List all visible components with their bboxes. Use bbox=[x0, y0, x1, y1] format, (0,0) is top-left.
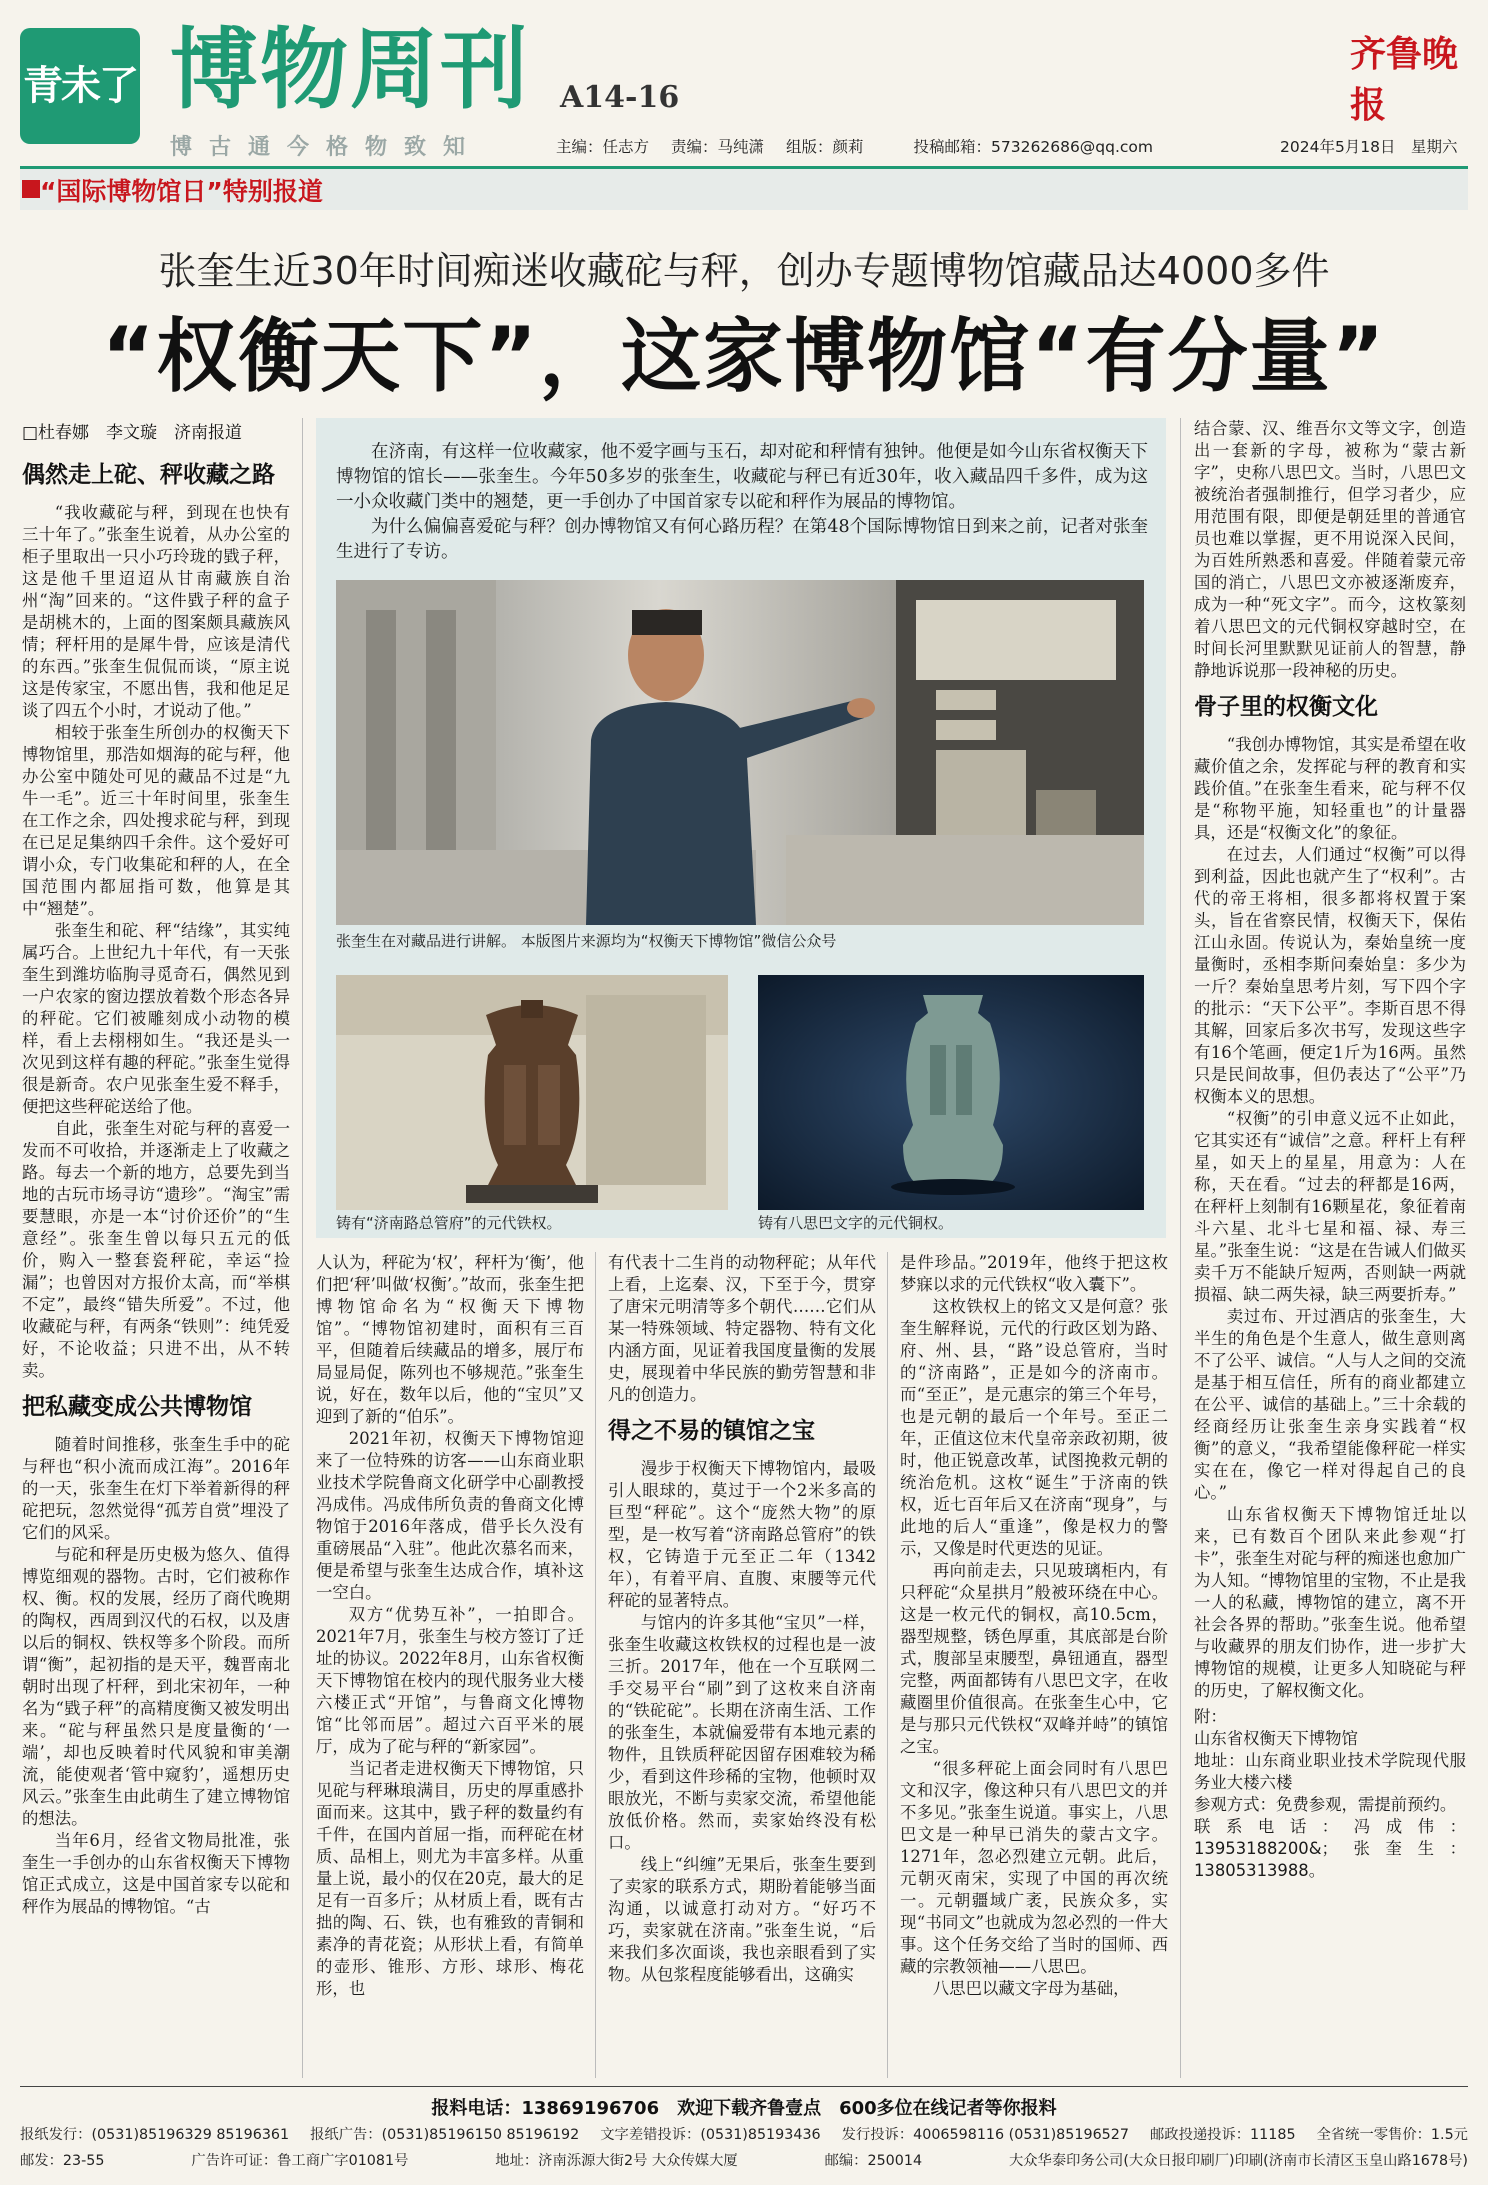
footer-item: 广告许可证：鲁工商广字01081号 bbox=[191, 2153, 409, 2169]
editor-credits bbox=[556, 135, 1153, 157]
column-5 bbox=[1194, 418, 1466, 2070]
paragraph: 张奎生和砣、秤“结缘”，其实纯属巧合。上世纪九十年代，有一天张奎生到潍坊临朐寻觅奇石，偶然见到一户农家的窗边摆放着数个形态各异的秤砣。它们被雕刻成小动物的模样，看上去栩栩如生。“我还是头一次见到这样有趣的秤砣。”张奎生觉得很是新奇。农户见张奎生爱不释手，便把这些秤砣送给了他。 bbox=[22, 921, 290, 1116]
footer-item: 报纸发行：(0531)85196329 85196361 bbox=[20, 2127, 290, 2143]
paragraph: 卖过布、开过酒店的张奎生，大半生的角色是个生意人，做生意则离不了公平、诚信。“人与人之间的交流是基于相互信任，所有的商业都建立在公平、诚信的基础上。”三十余载的经商经历让张奎生亲身实践着“权衡”的意义，“我希望能像秤砣一样实实在在，像它一样对得起自己的良心。” bbox=[1194, 1307, 1466, 1502]
column-4 bbox=[900, 1252, 1168, 2070]
banner-square-icon bbox=[22, 180, 40, 198]
photo-caption: 张奎生在对藏品进行讲解。 本版图片来源均为“权衡天下博物馆”微信公众号 bbox=[336, 932, 837, 950]
info-label: 附： bbox=[1194, 1707, 1227, 1726]
kicker: 张奎生近30年时间痴迷收藏砣与秤，创办专题博物馆藏品达4000多件 bbox=[158, 249, 1330, 293]
page-number: A14-16 bbox=[560, 80, 680, 115]
paragraph: 在过去，人们通过“权衡”可以得到利益，因此也就产生了“权利”。古代的帝王将相，很多都将权置于案头，旨在省察民情，权衡天下，保佑江山永固。传说认为，秦始皇统一度量衡时，丞相李斯问秦始皇：多少为一斤？秦始皇思考片刻，写下四个字的批示：“天下公平”。李斯百思不得其解，回家后多次书写，发现这些字有16个笔画，便定1斤为16两。虽然只是民间故事，但仍表达了“公平”乃权衡本义的思想。 bbox=[1194, 845, 1466, 1106]
column-3 bbox=[608, 1252, 876, 2070]
paragraph: “很多秤砣上面会同时有八思巴文和汉字，像这种只有八思巴文的并不多见。”张奎生说道。事实上，八思巴文是一种早已消失的蒙古文字。1271年，忽必烈建立元朝。此后，元朝灭南宋，实现了中国的再次统一。元朝疆域广袤，民族众多，实现“书同文”也就成为忽必烈的一件大事。这个任务交给了当时的国师、西藏的宗教领袖——八思巴。 bbox=[900, 1759, 1168, 1976]
paragraph: “我收藏砣与秤，到现在也快有三十年了。”张奎生说着，从办公室的柜子里取出一只小巧玲珑的戥子秤，这是他千里迢迢从甘南藏族自治州“淘”回来的。“这件戥子秤的盒子是胡桃木的，上面的图案颇具藏族风情；秤杆用的是犀牛骨，应该是清代的东西。”张奎生侃侃而谈，“原主说这是传家宝，不愿出售，我和他足足谈了四五个小时，才说动了他。” bbox=[22, 503, 290, 720]
column-rule bbox=[302, 418, 303, 2078]
paragraph: 随着时间推移，张奎生手中的砣与秤也“积小流而成江海”。2016年的一天，张奎生在灯下举着新得的秤砣把玩，忽然觉得“孤芳自赏”埋没了它们的风采。 bbox=[22, 1435, 290, 1542]
paragraph: 八思巴以藏文字母为基础， bbox=[932, 1979, 1130, 1998]
paragraph: 自此，张奎生对砣与秤的喜爱一发而不可收拾，并逐渐走上了收藏之路。每去一个新的地方，总要先到当地的古玩市场寻访“遗珍”。“淘宝”需要慧眼，亦是一本“讨价还价”的“生意经”。张奎生曾以每只五元的低价，购入一整套瓷秤砣，幸运“捡漏”；也曾因对方报价太高，而“举棋不定”，最终“错失所爱”。不过，他收藏砣与秤，有两条“铁则”：纯凭爱好，不论收益；只进不出，从不转卖。 bbox=[22, 1119, 290, 1380]
lead-text bbox=[336, 440, 1148, 565]
submission-email: 投稿邮箱：573262686@qq.com bbox=[913, 138, 1154, 156]
paragraph: 与砣和秤是历史极为悠久、值得博览细观的器物。古时，它们被称作权、衡。权的发展，经历了商代晚期的陶权，西周到汉代的石权，以及唐以后的铜权、铁权等多个阶段。而所谓“衡”，起初指的是天平，魏晋南北朝时出现了杆秤，到北宋初年，一种名为“戥子秤”的高精度衡又被发明出来。“砣与秤虽然只是度量衡的‘一端’，却也反映着时代风貌和审美潮流，能使观者‘管中窥豹’，遥想历史风云。”张奎生由此萌生了建立博物馆的想法。 bbox=[22, 1545, 290, 1828]
motto: 博古通今格物致知 bbox=[170, 135, 483, 160]
lead-paragraph: 在济南，有这样一位收藏家，他不爱字画与玉石，却对砣和秤情有独钟。他便是如今山东省权衡天下博物馆的馆长——张奎生。今年50多岁的张奎生，收藏砣与秤已有近30年，收入藏品四千多件，成为这一小众收藏门类中的翘楚，更一手创办了中国首家专以砣和秤作为展品的博物馆。 bbox=[336, 442, 1148, 512]
column-rule bbox=[887, 1252, 888, 2078]
footer-hotline: 报料电话：13869196706 欢迎下载齐鲁壹点 600多位在线记者等你报料 bbox=[431, 2098, 1057, 2119]
footer-item: 邮政投递投诉：11185 bbox=[1149, 2127, 1296, 2143]
footer-item: 大众华泰印务公司(大众日报印刷厂)印刷(济南市长清区玉皇山路1678号) bbox=[1008, 2153, 1468, 2169]
subhead: 得之不易的镇馆之宝 bbox=[608, 1418, 815, 1444]
column-rule bbox=[595, 1252, 596, 2078]
footer-item: 邮编：250014 bbox=[824, 2153, 923, 2169]
headline: “权衡天下”，这家博物馆“有分量” bbox=[101, 310, 1387, 403]
responsible-editor: 责编：马纯潇 bbox=[671, 138, 765, 156]
photo-caption: 铸有“济南路总管府”的元代铁权。 bbox=[336, 1214, 562, 1232]
issue-date: 2024年5月18日 星期六 bbox=[1280, 138, 1458, 156]
footer-line-3 bbox=[20, 2150, 1468, 2170]
paragraph: 再向前走去，只见玻璃柜内，有只秤砣“众星拱月”般被环绕在中心。这是一枚元代的铜权，高10.5cm，器型规整，锈色厚重，其底部是台阶式，腹部呈束腰型，鼻钮通直，器型完整，两面都铸有八思巴文字，在收藏圈里价值很高。在张奎生心中，它是与那只元代铁权“双峰并峙”的镇馆之宝。 bbox=[900, 1561, 1168, 1756]
paragraph: 这枚铁权上的铭文又是何意？张奎生解释说，元代的行政区划为路、府、州、县，“路”设总管府，当时的“济南路”，正是如今的济南市。而“至正”，是元惠宗的第三个年号，也是元朝的最后一个年号。至正二年，正值这位末代皇帝亲政初期，彼时，他正锐意改革，试图挽救元朝的统治危机。这枚“诞生”于济南的铁权，近七百年后又在济南“现身”，与此地的后人“重逢”，像是权力的警示，又像是时代更迭的见证。 bbox=[900, 1297, 1168, 1558]
newspaper-brand: 齐鲁晚报 bbox=[1350, 33, 1459, 126]
byline: □杜春娜 李文璇 济南报道 bbox=[22, 423, 243, 443]
layout-editor: 组版：颜莉 bbox=[786, 138, 864, 156]
paragraph: 漫步于权衡天下博物馆内，最吸引人眼球的，莫过于一个2米多高的巨型“秤砣”。这个“庞然大物”的原型，是一枚写着“济南路总管府”的铁权，它铸造于元至正二年（1342年），有着平肩、直腹、束腰等元代秤砣的显著特点。 bbox=[608, 1459, 876, 1610]
footer-item: 全省统一零售价：1.5元 bbox=[1316, 2127, 1468, 2143]
footer-item: 地址：济南泺源大街2号 大众传媒大厦 bbox=[495, 2153, 738, 2169]
photo-bronze-weight bbox=[758, 975, 1144, 1210]
footer-line-2 bbox=[20, 2124, 1468, 2144]
column-2 bbox=[316, 1252, 584, 2070]
paragraph: 线上“纠缠”无果后，张奎生要到了卖家的联系方式，期盼着能够当面沟通，以诚意打动对方。“好巧不巧，卖家就在济南。”张奎生说，“后来我们多次面谈，我也亲眼看到了实物。从包浆程度能够看出，这确实 bbox=[608, 1855, 876, 1984]
paragraph: 相较于张奎生所创办的权衡天下博物馆里，那浩如烟海的砣与秤，他办公室中随处可见的藏品不过是“九牛一毛”。近三十年时间里，张奎生在工作之余，四处搜求砣与秤，到现在已足足集纳四千余件。这个爱好可谓小众，专门收集砣和秤的人，在全国范围内都屈指可数，他算是其中“翘楚”。 bbox=[22, 723, 290, 918]
info-line: 地址：山东商业职业技术学院现代服务业大楼六楼 bbox=[1194, 1751, 1466, 1792]
subhead: 骨子里的权衡文化 bbox=[1194, 694, 1378, 720]
photo-iron-weight bbox=[336, 975, 728, 1210]
logo: 青未了 bbox=[20, 28, 140, 144]
footer-item: 邮发：23-55 bbox=[20, 2153, 105, 2169]
info-line: 联系电话：冯成伟：13953188200&；张奎生：13805313988。 bbox=[1194, 1817, 1466, 1880]
paragraph: 与馆内的许多其他“宝贝”一样，张奎生收藏这枚铁权的过程也是一波三折。2017年，他在一个互联网二手交易平台“刷”到了这枚来自济南的“铁砣砣”。长期在济南生活、工作的张奎生，本就偏爱带有本地元素的物件，且铁质秤砣因留存困难较为稀少，看到这件珍稀的宝物，他顿时双眼放光，不断与卖家交流，希望他能放低价格。然而，卖家始终没有松口。 bbox=[608, 1613, 876, 1852]
subhead: 偶然走上砣、秤收藏之路 bbox=[22, 462, 275, 488]
editor: 主编：任志方 bbox=[556, 138, 650, 156]
footer-item: 发行投诉：4006598116 (0531)85196527 bbox=[841, 2127, 1129, 2143]
paragraph: 有代表十二生肖的动物秤砣；从年代上看，上迄秦、汉，下至于今，贯穿了唐宋元明清等多个朝代……它们从某一特殊领域、特定器物、特有文化内涵方面，见证着我国度量衡的发展史，展现着中华民族的勤劳智慧和非凡的创造力。 bbox=[608, 1253, 876, 1404]
paragraph: 人认为，秤砣为‘权’，秤杆为‘衡’，他们把‘秤’叫做‘权衡’。”故而，张奎生把博物馆命名为“权衡天下博物馆”。“博物馆初建时，面积有三百平，但随着后续藏品的增多，展厅布局显局促，陈列也不够规范。”张奎生说，好在，数年以后，他的“宝贝”又迎到了新的“伯乐”。 bbox=[316, 1253, 584, 1426]
subhead: 把私藏变成公共博物馆 bbox=[22, 1394, 252, 1420]
paragraph: 2021年初，权衡天下博物馆迎来了一位特殊的访客——山东商业职业技术学院鲁商文化研学中心副教授冯成伟。冯成伟所负责的鲁商文化博物馆于2016年落成，借乎长久没有重磅展品“入驻”。他此次慕名而来，便是希望与张奎生达成合作，填补这一空白。 bbox=[316, 1429, 584, 1602]
paragraph: “我创办博物馆，其实是希望在收藏价值之余，发挥砣与秤的教育和实践价值。”在张奎生看来，砣与秤不仅是“称物平施，知轻重也”的计量器具，还是“权衡文化”的象征。 bbox=[1194, 735, 1466, 842]
section-title: 博物周刊 bbox=[170, 18, 531, 121]
lead-paragraph: 为什么偏偏喜爱砣与秤？创办博物馆又有何心路历程？在第48个国际博物馆日到来之前，记者对张奎生进行了专访。 bbox=[336, 517, 1148, 562]
paragraph: 当年6月，经省文物局批准，张奎生一手创办的山东省权衡天下博物馆正式成立，这是中国首家专以砣和秤作为展品的博物馆。“古 bbox=[22, 1831, 290, 1916]
paragraph: 双方“优势互补”，一拍即合。2021年7月，张奎生与校方签订了迁址的协议。2022年8月，山东省权衡天下博物馆在校内的现代服务业大楼六楼正式“开馆”，与鲁商文化博物馆“比邻而居”。超过六百平米的展厅，成为了砣与秤的“新家园”。 bbox=[316, 1605, 584, 1756]
photo-curator bbox=[336, 580, 1144, 925]
footer-item: 报纸广告：(0531)85196150 85196192 bbox=[310, 2127, 580, 2143]
photo-caption: 铸有八思巴文字的元代铜权。 bbox=[758, 1214, 954, 1232]
info-line: 参观方式：免费参观，需提前预约。 bbox=[1194, 1795, 1457, 1814]
footer-rule bbox=[20, 2086, 1468, 2087]
banner-text: “国际博物馆日”特别报道 bbox=[40, 177, 323, 206]
info-line: 山东省权衡天下博物馆 bbox=[1194, 1729, 1358, 1748]
paragraph: 结合蒙、汉、维吾尔文等文字，创造出一套新的字母，被称为“蒙古新字”，史称八思巴文。当时，八思巴文被统治者强制推行，但学习者少，应用范围有限，即便是朝廷里的普通官员也难以掌握，更不用说深入民间，为百姓所熟悉和喜爱。伴随着蒙元帝国的消亡，八思巴文亦被逐渐废弃，成为一种“死文字”。而今，这枚篆刻着八思巴文的元代铜权穿越时空，在时间长河里默默见证前人的智慧，静静地诉说那一段神秘的历史。 bbox=[1194, 419, 1466, 680]
paragraph: 是件珍品。”2019年，他终于把这枚梦寐以求的元代铁权“收入囊下”。 bbox=[900, 1253, 1168, 1294]
paragraph: 当记者走进权衡天下博物馆，只见砣与秤琳琅满目，历史的厚重感扑面而来。这其中，戥子秤的数量约有千件，在国内首屈一指，而秤砣在材质、品相上，则尤为丰富多样。从重量上说，最小的仅在20克，最大的足足有一百多斤；从材质上看，既有古拙的陶、石、铁，也有雅致的青铜和素净的青花瓷；从形状上看，有简单的壶形、锥形、方形、球形、梅花形，也 bbox=[316, 1759, 584, 1998]
footer-item: 文字差错投诉：(0531)85193436 bbox=[600, 2127, 821, 2143]
column-1 bbox=[22, 450, 290, 2070]
paragraph: “权衡”的引申意义远不止如此，它其实还有“诚信”之意。秤杆上有秤星，如天上的星星，用意为：人在称，天在看。“过去的秤都是16两，在秤杆上刻制有16颗星花，象征着南斗六星、北斗七星和福、禄、寿三星。”张奎生说：“这是在告诫人们做买卖千万不能缺斤短两，否则缺一两就损福、缺二两失禄，缺三两要折寿。” bbox=[1194, 1109, 1466, 1304]
museum-info bbox=[1194, 1706, 1466, 1882]
column-rule bbox=[1180, 418, 1181, 2078]
paragraph: 山东省权衡天下博物馆迁址以来，已有数百个团队来此参观“打卡”，张奎生对砣与秤的痴迷也愈加广为人知。“博物馆里的宝物，不止是我一人的私藏，博物馆的建立，离不开社会各界的帮助。”张奎生说。他希望与收藏界的朋友们协作，进一步扩大博物馆的规模，让更多人知晓砣与秤的历史，了解权衡文化。 bbox=[1194, 1505, 1466, 1700]
